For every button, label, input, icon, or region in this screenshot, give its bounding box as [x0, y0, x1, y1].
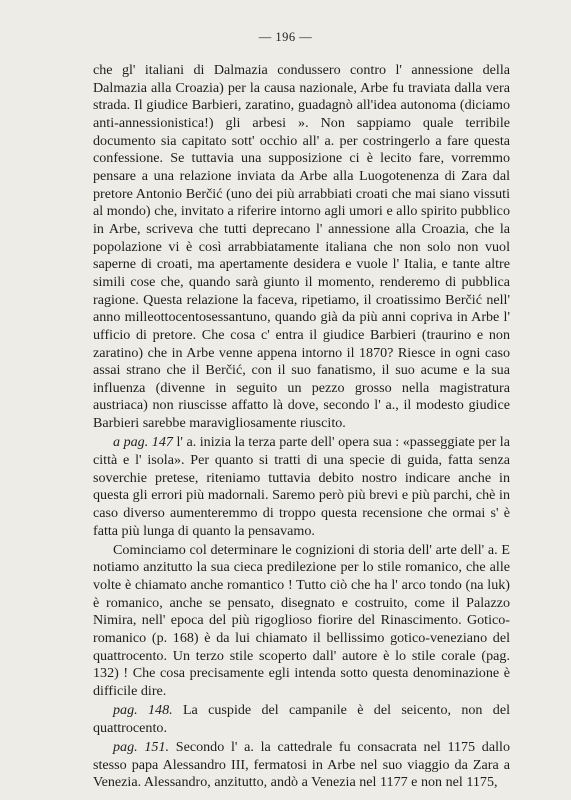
- paragraph-text: Secondo l' a. la cattedrale fu consacrata nel 1175 dallo stesso papa Alessandro III, fermatosi in Arbe nel suo viaggio da Zara a Venezia. Alessandro, anzitutto, andò a Venezia nel 1177 e non nel 1175,: [93, 738, 510, 791]
- paragraph-storia-arte: Cominciamo col determinare le cognizioni di storia dell' arte dell' a. E notiamo anzitutto la sua cieca predilezione per lo stile romanico, che alle volte è chiamato anche romantico ! Tutto ciò che ha l' arco tondo (na luk) è romanico, anche se pensato, disegnato e costruito, come il Palazzo Nimira, nell' epoca del più rigoglioso fiorire del Rinascimento. Gotico-romanico (p. 168) è da lui chiamato il bellissimo gotico-veneziano del quattrocento. Un terzo stile scoperto dall' autore è lo stile corale (pag. 132) ! Che cosa precisamente egli intenda sotto questa denominazione è difficile dire.: [93, 541, 510, 699]
- page-reference: a pag. 147: [113, 434, 173, 451]
- paragraph-text: La cuspide del campanile è del seicento, non del quattrocento.: [93, 702, 510, 736]
- page-reference: pag. 148.: [113, 702, 173, 719]
- paragraph-cuspide: [93, 702, 510, 737]
- page-reference: pag. 151.: [113, 738, 170, 755]
- paragraph-barbieri: che gl' italiani di Dalmazia condussero contro l' annessione della Dalmazia alla Croazia) per la causa nazionale, Arbe fu traviata dalla vera strada. Il giudice Barbieri, zaratino, guadagnò all'idea autonoma (diciamo anti-annessionistica!) gli arbesi ». Non sappiamo quale terribile documento sia capitato sott' occhio all' a. per costringerlo a fare questa confessione. Se tuttavia una supposizione ci è lecito fare, vorremmo pensare a una relazione inviata da Arbe alla Luogotenenza di Zara dal pretore Antonio Berčić (uno dei più arrabbiati croati che mai siano vissuti al mondo) che, invitato a riferire intorno agli umori e allo spirito pubblico in Arbe, scriveva che tutti deprecano l' annessione alla Croazia, che la popolazione vi è così arrabbiatamente italiana che non solo non vuol saperne di croati, ma apertamente desidera e vuole l' Italia, e tante altre simili cose che, quando sarà giunto il momento, renderemo di pubblica ragione. Questa relazione la faceva, ripetiamo, il croatissimo Berčić nell' anno milleottocentosessantuno, quando già da più anni copriva in Arbe l' ufficio di pretore. Che cosa c' entra il giudice Barbieri (traurino e non zaratino) che in Arbe venne appena intorno il 1870? Riesce in ogni caso assai strano che il Berčić, con il suo fanatismo, il suo acume e la sua influenza (divenne in seguito un pezzo grosso nella magistratura austriaca) non riuscisse affatto là dove, secondo l' a., il modesto giudice Barbieri sarebbe maravigliosamente riuscito.: [93, 62, 510, 432]
- paragraph-terza-parte: [93, 434, 510, 540]
- paragraph-text: l' a. inizia la terza parte dell' opera sua : «passeggiate per la città e l' isola». Per quanto si tratti di una specie di guida, fatta senza soverchie pretese, riteniamo tuttavia debito nostro indicare anche in questa gli errori più madornali. Saremo però più brevi e più parchi, chè in caso diverso aumenteremmo di troppo questa recensione che ormai s' è fatta più lunga di quanto la pensavamo.: [93, 434, 510, 539]
- paragraph-cattedrale: [93, 739, 510, 792]
- page-number: — 196 —: [258, 30, 313, 44]
- body-text: [93, 62, 510, 792]
